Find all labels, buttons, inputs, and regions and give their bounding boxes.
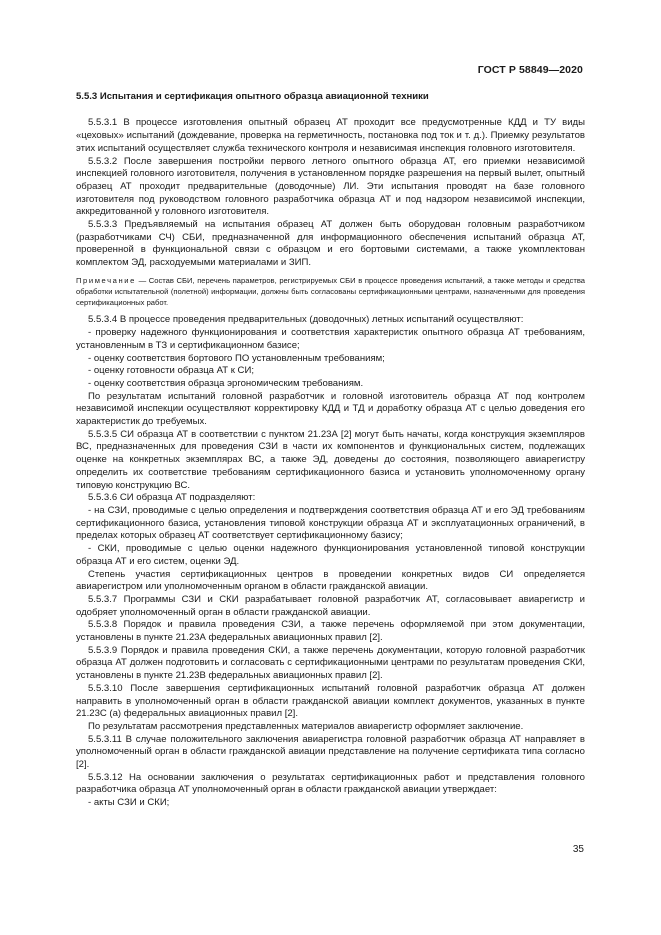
page-number: 35 bbox=[572, 844, 584, 855]
section-heading: 5.5.3 Испытания и сертификация опытного образца авиационной техники bbox=[76, 91, 429, 102]
paragraph: 5.5.3.7 Программы СЗИ и СКИ разрабатывает головной разработчик АТ, согласовывает авиарегистр и одобряет уполномоченный орган в области гражданской авиации. bbox=[76, 593, 585, 618]
paragraph: 5.5.3.2 После завершения постройки первого летного опытного образца АТ, его приемки независимой инспекцией головного изготовителя, получения в установленном порядке разрешения на первый вылет, опытный образец АТ проходит предварительные (доводочные) ЛИ. Эти испытания проводят на базе головного изготовителя под руководством головного разработчика образца АТ и под надзором независимой инспекции, аккредитованной у головного изготовителя. bbox=[76, 155, 585, 218]
paragraph: 5.5.3.6 СИ образца АТ подразделяют: bbox=[88, 492, 256, 504]
paragraph: 5.5.3.12 На основании заключения о результатах сертификационных работ и представления головного разработчика образца АТ уполномоченный орган в области гражданской авиации утверждает: bbox=[76, 771, 585, 796]
paragraph: 5.5.3.1 В процессе изготовления опытный образец АТ проходит все предусмотренные КДД и ТУ виды «цеховых» испытаний (дождевание, проверка на герметичность, постановка под ток и т. д.). Приемку результатов этих испытаний осуществляет служба технического контроля и независимая инспекция головного изготовителя. bbox=[76, 117, 585, 154]
paragraph: По результатам рассмотрения представленных материалов авиарегистр оформляет заключение. bbox=[88, 720, 524, 732]
paragraph: 5.5.3.3 Предъявляемый на испытания образец АТ должен быть оборудован головным разработчиком (разработчиками СЧ) СБИ, предназначенной для информационного обеспечения испытаний образца АТ, проверенной в функциональной связи с образцом и его бортовыми системами, а также укомплектован комплектом ЭД, расходуемыми материалами и ЗИП. bbox=[76, 219, 585, 269]
note-label: Примечание bbox=[76, 275, 136, 285]
list-item: - на СЗИ, проводимые с целью определения и подтверждения соответствия образца АТ и его ЭД требованиям сертификационного базиса, установления типовой конструкции образца АТ и эксплуатационных ограничений, в пределах которых образец АТ соответствует сертификационному базису; bbox=[76, 505, 585, 542]
list-item: - акты СЗИ и СКИ; bbox=[88, 797, 170, 809]
list-item: - СКИ, проводимые с целью оценки надежного функционирования установленной типовой конструкции образца АТ и его систем, оценки ЭД. bbox=[76, 543, 585, 567]
paragraph: Степень участия сертификационных центров в проведении конкретных видов СИ определяется авиарегистром или уполномоченным органом в области гражданской авиации. bbox=[76, 568, 585, 593]
paragraph: 5.5.3.11 В случае положительного заключения авиарегистра головной разработчик образца АТ направляет в уполномоченный орган в области гражданской авиации представление на получение сертификата типа согласно [2]. bbox=[76, 733, 585, 771]
list-item: - оценку соответствия образца эргономическим требованиям. bbox=[88, 377, 364, 389]
list-item: - оценку готовности образца АТ к СИ; bbox=[88, 365, 254, 377]
paragraph: По результатам испытаний головной разработчик и головной изготовитель образца АТ под контролем независимой инспекции осуществляют корректировку КДД и ТД и доработку образца АТ с целью доведения его характеристик до требуемых. bbox=[76, 390, 585, 428]
list-item: - оценку соответствия бортового ПО установленным требованиям; bbox=[88, 352, 385, 364]
paragraph: 5.5.3.4 В процессе проведения предварительных (доводочных) летных испытаний осуществляют: bbox=[88, 314, 524, 326]
paragraph: 5.5.3.10 После завершения сертификационных испытаний головной разработчик образца АТ должен направить в уполномоченный орган в области гражданской авиации комплект документов, указанных в пункте 21.23С (а) федеральных авиационных правил [2]. bbox=[76, 682, 585, 720]
list-item: - проверку надежного функционирования и соответствия характеристик опытного образца АТ требованиям, установленным в ТЗ и сертификационном базисе; bbox=[76, 327, 585, 351]
paragraph: 5.5.3.9 Порядок и правила проведения СКИ, а также перечень документации, которую головной разработчик образца АТ должен подготовить и согласовать с сертификационными центрами по результатам проведения СКИ, установлены в пункте 21.23В федеральных авиационных правил [2]. bbox=[76, 644, 585, 682]
paragraph: 5.5.3.5 СИ образца АТ в соответствии с пунктом 21.23А [2] могут быть начаты, когда конструкция экземпляров ВС, предназначенных для проведения СЗИ в части их компонентов и функциональных систем, подлежащих оценке на конкретных экземплярах ВС, а также ЭД, доведены до состояния, позволяющего авиарегистру определить их соответствие требованиям сертификационного базиса и установить уполномоченному органу типовую конструкцию ВС. bbox=[76, 428, 585, 491]
note-paragraph bbox=[76, 275, 585, 309]
document-header: ГОСТ Р 58849—2020 bbox=[477, 64, 583, 76]
paragraph: 5.5.3.8 Порядок и правила проведения СЗИ, а также перечень оформляемой при этом документации, установлены в пункте 21.23А федеральных авиационных правил [2]. bbox=[76, 619, 585, 644]
note-text: — Состав СБИ, перечень параметров, регистрируемых СБИ в процессе проведения испытаний, а также методы и средства обработки испытательной (полетной) информации, должны быть согласованы сертификационными центрами, назначенными для проведения сертификационных работ. bbox=[76, 275, 585, 308]
document-body bbox=[76, 91, 585, 810]
